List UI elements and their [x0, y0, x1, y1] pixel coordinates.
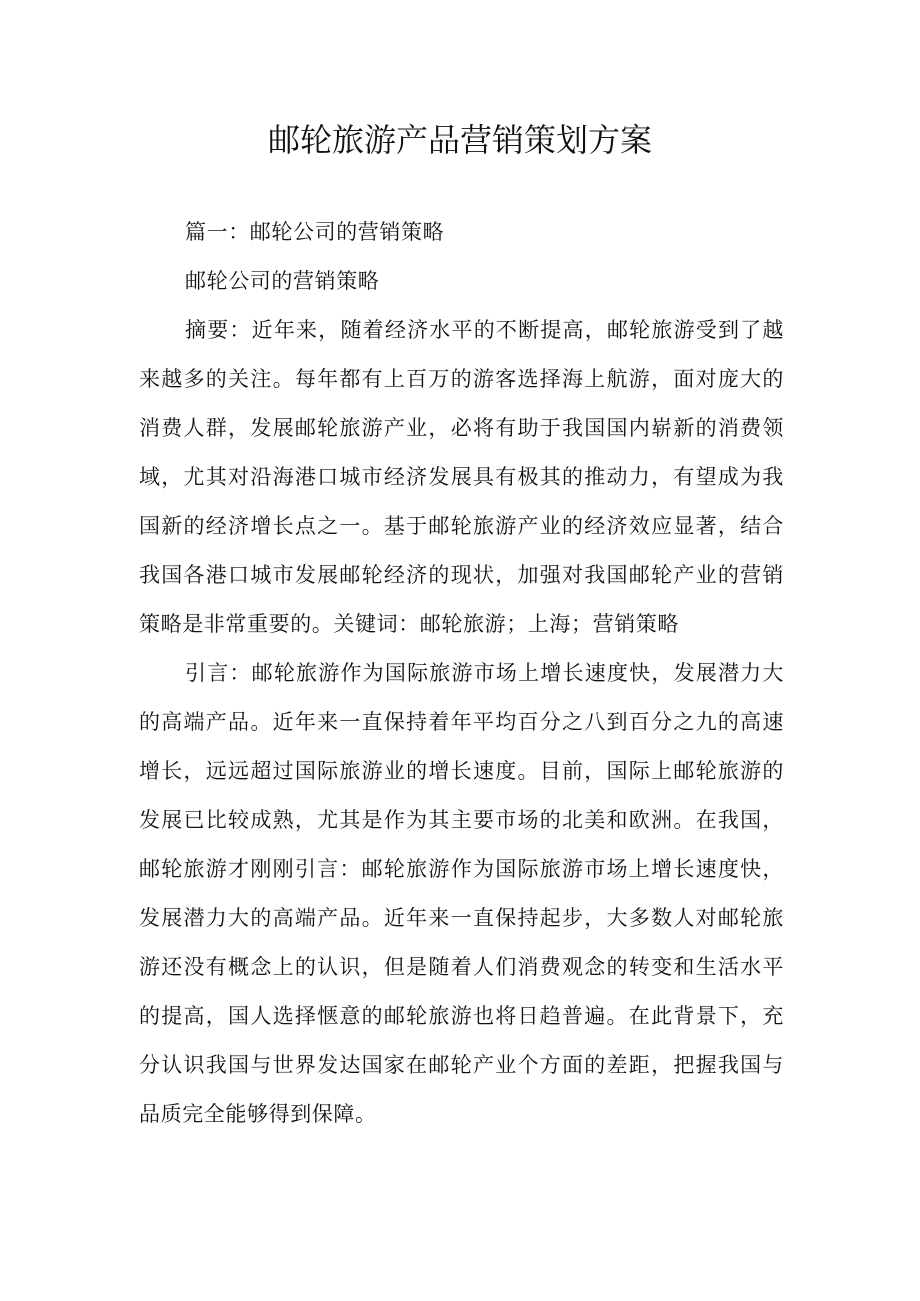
document-body — [139, 208, 784, 1139]
subsection-heading: 邮轮公司的营销策略 — [185, 269, 380, 293]
document-title: 邮轮旅游产品营销策划方案 — [267, 121, 652, 159]
abstract-paragraph: 摘要：近年来，随着经济水平的不断提高，邮轮旅游受到了越来越多的关注。每年都有上百万的游客选择海上航游，面对庞大的消费人群，发展邮轮旅游产业，必将有助于我国国内崭新的消费领域，尤其对沿海港口城市经济发展具有极其的推动力，有望成为我国新的经济增长点之一。基于邮轮旅游产业的经济效应显著，结合我国各港口城市发展邮轮经济的现状，加强对我国邮轮产业的营销策略是非常重要的。关键词：邮轮旅游；上海；营销策略 — [139, 318, 784, 636]
section-heading: 篇一：邮轮公司的营销策略 — [185, 220, 445, 244]
introduction-paragraph: 引言：邮轮旅游作为国际旅游市场上增长速度快，发展潜力大的高端产品。近年来一直保持着年平均百分之八到百分之九的高速增长，远远超过国际旅游业的增长速度。目前，国际上邮轮旅游的发展已比较成熟，尤其是作为其主要市场的北美和欧洲。在我国，邮轮旅游才刚刚引言：邮轮旅游作为国际旅游市场上增长速度快，发展潜力大的高端产品。近年来一直保持起步，大多数人对邮轮旅游还没有概念上的认识，但是随着人们消费观念的转变和生活水平的提高，国人选择惬意的邮轮旅游也将日趋普遍。在此背景下，充分认识我国与世界发达国家在邮轮产业个方面的差距，把握我国与品质完全能够得到保障。 — [139, 661, 784, 1126]
